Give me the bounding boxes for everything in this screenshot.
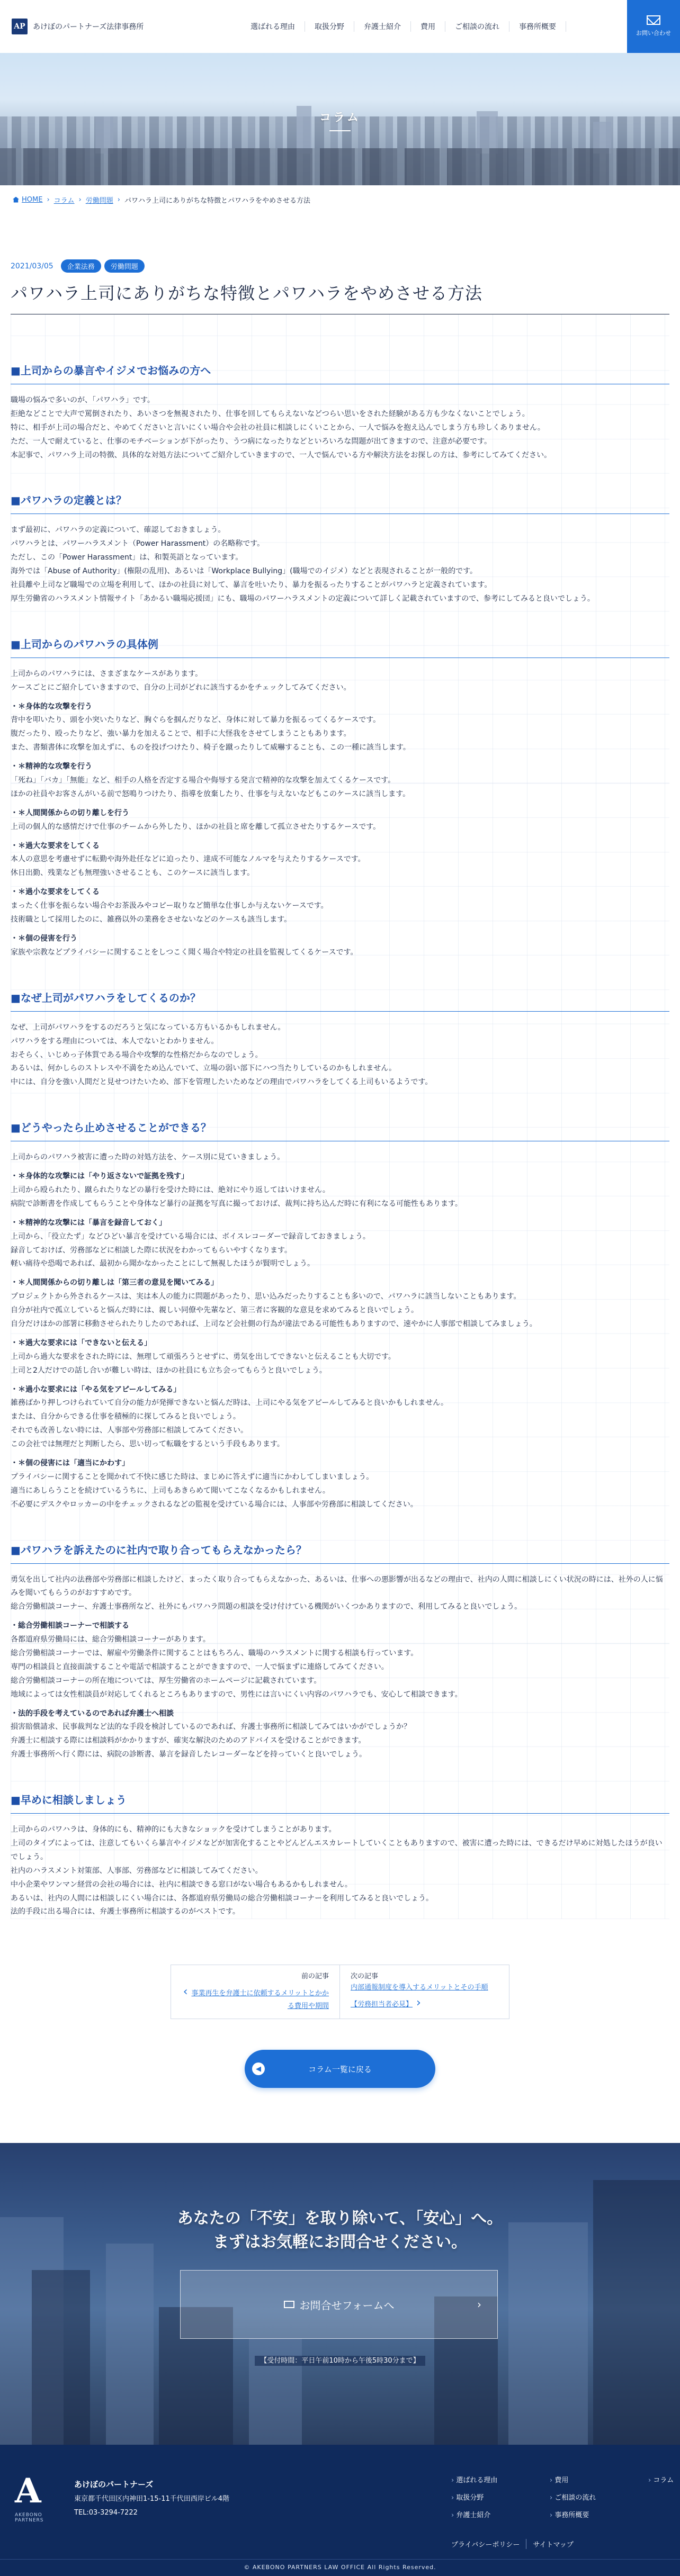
- paragraph: まったく仕事を振らない場合やお茶汲みやコピー取りなど簡単な仕事しか与えないケースです。 技術職として採用したのに、雑務以外の業務をさせないなどのケースも該当します。: [11, 902, 328, 924]
- hero-cityscape-front: [0, 148, 680, 185]
- chevron-right-icon: ›: [477, 2298, 481, 2311]
- copyright: © AKEBONO PARTNERS LAW OFFICE All Rights Reserved.: [0, 2559, 680, 2571]
- footer-nav-reasons[interactable]: › 選ばれる理由: [451, 2474, 550, 2484]
- sub-heading: ・＊人間関係からの切り離しは「第三者の意見を聞いてみる」: [11, 1278, 218, 1287]
- mail-icon: [647, 15, 660, 25]
- sub-heading: ・法的手段を考えているのであれば弁護士へ相談: [11, 1709, 174, 1718]
- section-heading: ■パワハラの定義とは？: [11, 492, 669, 514]
- breadcrumb-separator: ›: [117, 195, 120, 204]
- nav-consultation-flow[interactable]: ご相談の流れ: [445, 21, 509, 32]
- sub-heading: ・＊精神的な攻撃を行う: [11, 762, 92, 771]
- paragraph: プロジェクトから外されるケースは、実は本人の能力に問題があったり、思い込みだったりすることも多いので、パワハラに該当しないこともあります。 自分が社内で孤立していると悩んだ時には、親しい同僚や先輩など、第三者に客観的な意見を求めてみると良いでしょう。 自分だけほかの部署に移動させられたりしたのであれば、上司など会社側の行為が違法である可能性もありますので、速やかに人事部で相談してみましょう。: [11, 1292, 537, 1328]
- mail-icon: [284, 2301, 294, 2308]
- footer-office-name: あけぼのパートナーズ: [74, 2480, 154, 2490]
- breadcrumb-column[interactable]: コラム: [53, 196, 75, 205]
- article-section: [11, 462, 669, 606]
- section-heading: ■どうやったら止めさせることができる？: [11, 1119, 669, 1141]
- breadcrumb-current: パワハラ上司にありがちな特徴とパワハラをやめさせる方法: [124, 196, 310, 205]
- firm-name: あけぼのパートナーズ法律事務所: [33, 23, 144, 31]
- article-date: 2021/03/05: [11, 262, 53, 271]
- chevron-right-icon: ›: [413, 1996, 421, 2010]
- article-section: [11, 606, 669, 960]
- section-heading: ■上司からの暴言やイジメでお悩みの方へ: [11, 362, 669, 384]
- cta-message: [0, 2206, 680, 2254]
- footer-nav-practice-areas[interactable]: › 取扱分野: [451, 2492, 550, 2502]
- section-heading: ■なぜ上司がパワハラをしてくるのか？: [11, 989, 669, 1012]
- page-hero: [0, 53, 680, 185]
- paragraph: 各都道府県労働局には、総合労働相談コーナーがあります。 総合労働相談コーナーでは、解雇や労働条件に関することはもちろん、職場のハラスメントに関する相談も行っています。 専門の相談員と直接面談することや電話で相談することができますので、一人で悩まずに連絡してみてください。 総合労働相談コーナーの所在地については、厚生労働省のホームページに記載されています。 地域によっては女性相談員が対応してくれるところもありますので、男性には言いにくい内容のパワハラでも、安心して相談できます。: [11, 1635, 462, 1699]
- back-button-label: コラム一覧に戻る: [308, 2064, 372, 2074]
- cta-building: [106, 2244, 154, 2445]
- paragraph: 上司からのパワハラには、さまざまなケースがあります。 ケースごとにご紹介していきますので、自分の上司がどれに該当するかをチェックしてみてください。: [11, 669, 351, 692]
- paragraph: 雑務ばかり押しつけられていて自分の能力が発揮できないと悩んだ時は、上司にやる気をアピールしてみると良いかもしれません。 または、自分からできる仕事を積極的に探してみると良いでしょう。 それでも改善しない時には、人事部や労務部に相談してみてください。 この会社では無理だと判断したら、思い切って転職をするという手段もあります。: [11, 1399, 448, 1449]
- footer-office-info: [74, 2476, 229, 2520]
- paragraph: 勇気を出して社内の法務部や労務部に相談したけど、まったく取り合ってもらえなかった、あるいは、仕事への悪影響が出るなどの理由で、社内の人間に相談しにくい状況の時には、社外の人に悩みを聞いてもらうのがおすすめです。 総合労働相談コーナー、弁護士事務所など、社外にもパワハラ問題の相談を受け付けている機関がいくつかありますので、利用してみると良いでしょう。: [11, 1575, 663, 1611]
- tag-labor-issues[interactable]: 労働問題: [104, 259, 145, 273]
- paragraph: プライバシーに関することを聞かれて不快に感じた時は、まじめに答えずに適当にかわしてしまいましょう。 適当にあしらうことを続けているうちに、上司もあきらめて聞いてこなくなるかもしれません。 不必要にデスクやロッカーの中をチェックされるなどの監視を受けている場合には、人事部や労務部に相談してください。: [11, 1472, 418, 1509]
- breadcrumb-separator: ›: [78, 195, 82, 204]
- site-footer: [0, 2445, 680, 2576]
- article-section: [11, 314, 669, 462]
- chevron-left-icon: ‹: [183, 1985, 192, 1999]
- footer-logo-icon: A: [15, 2471, 41, 2511]
- paragraph: まず最初に、パワハラの定義について、確認しておきましょう。 パワハラとは、パワーハラスメント（Power Harassment）の名略称です。 ただし、この「Power Harassment」は、和製英語となっています。 海外では「Abuse of Authority」(権限の乱用)、あるいは「Workplace Bullying」(職場でのイジメ）などと表現されることが一般的です。 社員離や上司など職場での立場を利用して、ほかの社員に対して、暴言を吐いたり、暴力を振るったりすることがパワハラと定義されています。 厚生労働省のハラスメント情報サイト「あかるい職場応援団」にも、職場のパワーハラスメントの定義について詳しく記載されていますので、参考にしてみると良いでしょう。: [11, 526, 595, 603]
- footer-nav-spacer: [648, 2492, 680, 2502]
- header-contact-button[interactable]: [627, 0, 680, 53]
- hero-title: コラム: [0, 109, 680, 131]
- breadcrumb-home[interactable]: HOME: [22, 195, 43, 204]
- post-pager: [171, 1965, 509, 2019]
- section-heading: ■パワハラを訴えたのに社内で取り合ってもらえなかったら？: [11, 1542, 669, 1564]
- next-post-link[interactable]: [340, 1965, 509, 2019]
- prev-post-link[interactable]: [171, 1965, 340, 2019]
- footer-sub-links: [451, 2539, 586, 2549]
- contact-form-button[interactable]: [180, 2270, 498, 2339]
- section-heading: ■早めに相談しましょう: [11, 1791, 669, 1814]
- contact-cta: [0, 2143, 680, 2445]
- sub-heading: ・＊精神的な攻撃には「暴言を録音しておく」: [11, 1218, 166, 1227]
- back-to-column-list-button[interactable]: [245, 2050, 435, 2088]
- chevron-left-icon: ◀: [252, 2062, 265, 2075]
- site-header: [0, 0, 680, 53]
- footer-tel: TEL:03-3294-7222: [74, 2509, 138, 2517]
- paragraph: 上司から、「役立たず」などひどい暴言を受けている場合には、ボイスレコーダーで録音しておきましょう。 録音しておけば、労務部などに相談した際に状況をわかってもらいやすくなります。 軽い痛待や恐喝であれば、最初から聞かなかったことにして無視したほうが賢明でしょう。: [11, 1232, 370, 1268]
- nav-reasons[interactable]: 選ばれる理由: [250, 23, 295, 31]
- sub-heading: ・＊身体的な攻撃を行う: [11, 702, 92, 711]
- paragraph: 上司から殴られたり、蹴られたりなどの暴行を受けた時には、絶対にやり返してはいけません。 病院で診断書を作成してもらうことや身体など暴行の証拠を写真に撮っておけば、裁判に持ち込んだ時に有利になる可能性もあります。: [11, 1185, 462, 1208]
- footer-logo[interactable]: [15, 2470, 62, 2524]
- footer-nav-consultation-flow[interactable]: › ご相談の流れ: [550, 2492, 648, 2502]
- article-section: [11, 1762, 669, 1919]
- footer-address: 東京都千代田区内神田1-15-11千代田西岸ビル4階: [74, 2495, 230, 2503]
- article-section: [11, 1089, 669, 1511]
- prev-post-title: 事業再生を弁護士に依頼するメリットとかかる費用や期間: [191, 1989, 329, 2011]
- home-icon: [13, 197, 19, 203]
- header-contact-label: お問い合わせ: [636, 29, 671, 37]
- sub-heading: ・＊身体的な攻撃には「やり返さないで証拠を残す」: [11, 1172, 189, 1181]
- sub-heading: ・＊人間関係からの切り離しを行う: [11, 808, 129, 817]
- cta-line-1: あなたの「不安」を取り除いて、「安心」へ。: [177, 2209, 503, 2228]
- contact-form-label: お問合せフォームへ: [299, 2299, 395, 2312]
- nav-office-overview[interactable]: 事務所概要: [509, 21, 566, 32]
- footer-nav-lawyers[interactable]: › 弁護士紹介: [451, 2509, 550, 2519]
- paragraph: 背中を叩いたり、頭を小突いたりなど、胸ぐらを掴んだりなど、身体に対して暴力を振るってくるケースです。 腹だったり、殴ったりなど、強い暴力を加えることで、相手に大怪我をさせてしまうこともあります。 また、書類書体に攻撃を加えずに、ものを投げつけたり、椅子を蹴ったりして威嚇することも、この一種に該当します。: [11, 716, 410, 752]
- paragraph: 家族や宗教などプライバシーに関することをしつこく聞く場合や特定の社員を監視してくるケースです。: [11, 948, 358, 957]
- prev-post-label: 前の記事: [301, 1972, 329, 1981]
- paragraph: なぜ、上司がパワハラをするのだろうと気になっている方もいるかもしれません。 パワハラをする理由については、本人でないとわかりません。 おそらく、いじめっ子体質である場合や攻撃的な性格だからなのでしょう。 あるいは、何かしらのストレスや不満をため込んでいて、立場の弱い部下にハつ当たりしているのかもしれません。 中には、自分を強い人間だと見せつけたいため、部下を管理したいためなどの理由でパワハラをしてくる上司もいるようです。: [11, 1023, 433, 1087]
- cta-line-2: まずはお気軽にお問合せください。: [213, 2233, 467, 2252]
- breadcrumb: [0, 185, 680, 206]
- nav-practice-areas[interactable]: 取扱分野: [305, 21, 354, 32]
- logo-mark-icon: AP: [12, 19, 28, 34]
- sub-heading: ・＊個の侵害を行う: [11, 934, 77, 943]
- footer-nav-fees[interactable]: › 費用: [550, 2474, 648, 2484]
- sub-heading: ・＊過大な要求には「できないと伝える」: [11, 1338, 151, 1347]
- sub-heading: ・総合労働相談コーナーで相談する: [11, 1622, 129, 1631]
- paragraph: 上司からのパワハラ被害に遭った時の対処方法を、ケース別に見ていきましょう。: [11, 1153, 285, 1162]
- footer-nav: [451, 2474, 680, 2519]
- paragraph: 損害賠償請求、民事裁判など法的な手段を検討しているのであれば、弁護士事務所に相談してみてはいかがでしょうか？ 弁護士に相談する際には相談料がかかりますが、確実な解決のためのアドバイスを受けることができます。 弁護士事務所へ行く際には、病院の診断書、暴言を録音したレコーダーなどを持っていくと良いでしょう。: [11, 1723, 411, 1759]
- article-section: [11, 960, 669, 1089]
- sub-heading: ・＊過小な要求をしてくる: [11, 888, 100, 897]
- article-section: [11, 1512, 669, 1762]
- sub-heading: ・＊過小な要求には「やる気をアピールしてみる」: [11, 1385, 181, 1394]
- privacy-policy-link[interactable]: プライバシーポリシー: [451, 2539, 526, 2549]
- breadcrumb-separator: ›: [47, 195, 50, 204]
- next-post-title: 内部通報制度を導入するメリットとその手順【労務担当者必見】: [351, 1984, 488, 2008]
- reception-hours-text: 【受付時間：平日午前10時から午後5時30分まで】: [255, 2356, 425, 2366]
- article-title: パワハラ上司にありがちな特徴とパワハラをやめさせる方法: [11, 280, 669, 314]
- global-nav: [241, 0, 566, 53]
- paragraph: 本人の意思を考慮せずに転勤や海外赴任などに迫ったり、達成不可能なノルマを与えたりするケースです。 休日出勤、残業なども無理強いさせることも、このケースに該当します。: [11, 855, 365, 878]
- breadcrumb-category[interactable]: 労働問題: [85, 196, 113, 205]
- nav-lawyers[interactable]: 弁護士紹介: [354, 21, 410, 32]
- paragraph: 上司の個人的な感情だけで仕事のチームから外したり、ほかの社員と席を離して孤立させたりするケースです。: [11, 822, 381, 831]
- next-post-label: 次の記事: [351, 1972, 379, 1981]
- sub-heading: ・＊過大な要求をしてくる: [11, 841, 100, 850]
- section-heading: ■上司からのパワハラの具体例: [11, 636, 669, 658]
- sitemap-link[interactable]: サイトマップ: [533, 2541, 574, 2550]
- footer-logo-sub: AKEBONO PARTNERS: [15, 2512, 44, 2524]
- paragraph: 「死ね」「バカ」「無能」など、相手の人格を否定する場合や侮辱する発言で精神的な攻撃を加えてくるケースです。 ほかの社員やお客さんがいる前で怒鳴りつけたり、指導を放棄したり、仕事を与えないなどもこのケースに該当します。: [11, 776, 410, 798]
- nav-fees[interactable]: 費用: [410, 21, 445, 32]
- article-body: [11, 314, 669, 1919]
- paragraph: 上司から過大な要求をされた時には、無理して頑張ろうとせずに、勇気を出してできないと伝えることも大切です。 上司と2人だけでの話し合いが難しい時は、ほかの社員にも立ち会ってもらうと良いでしょう。: [11, 1352, 396, 1375]
- site-logo[interactable]: [0, 19, 241, 34]
- reception-hours: [0, 2355, 680, 2365]
- paragraph: 職場の悩みで多いのが、「パワハラ」です。 拒絶などことで大声で罵倒されたり、あいさつを無視されたり、仕事を回してもらえないなどつらい思いをされた経験がある方も少なくないことでしょう。 特に、相手が上司の場合だと、やめてくださいと言いにくい場合や会社の社員に相談しにくいことから、一人で悩みを抱え込んでしまう方も珍しくありません。 ただ、一人で耐えていると、仕事のモチベーションが下がったり、うつ病になったりなどといろいろな問題が出てきますので、注意が必要です。 本記事で、パワハラ上司の特徴、具体的な対処方法についてご紹介していきますので、一人で悩んでいる方や解決方法をお探しの方は、参考にしてみてください。: [11, 396, 552, 460]
- footer-nav-office-overview[interactable]: › 事務所概要: [550, 2509, 648, 2519]
- back-button-wrap: [11, 2050, 669, 2088]
- footer-nav-column[interactable]: › コラム: [648, 2474, 680, 2484]
- article: [0, 259, 680, 2088]
- tag-corporate-law[interactable]: 企業法務: [61, 259, 101, 273]
- paragraph: 上司からのパワハラは、身体的にも、精神的にも大きなショックを受けてしまうことがあります。 上司のタイプによっては、注意してもいくら暴言やイジメなどが加害化することやどんどんエスカレートしていくこともありますので、被害に遭った時には、できるだけ早めに対処したほうが良いでしょう。 社内のハラスメント対策部、人事部、労務部などに相談してみてください。 中小企業やワンマン経営の会社の場合には、社内に相談できる窓口がない場合もあるかもしれません。 あるいは、社内の人間には相談しにくい場合には、各都道府県労働局の総合労働相談コーナーを利用してみると良いでしょう。 法的手段に出る場合には、弁護士事務所に相談するのがベストです。: [11, 1825, 663, 1916]
- article-meta: [11, 259, 669, 273]
- sub-heading: ・＊個の侵害には「適当にかわす」: [11, 1458, 129, 1467]
- cta-building: [508, 2222, 588, 2445]
